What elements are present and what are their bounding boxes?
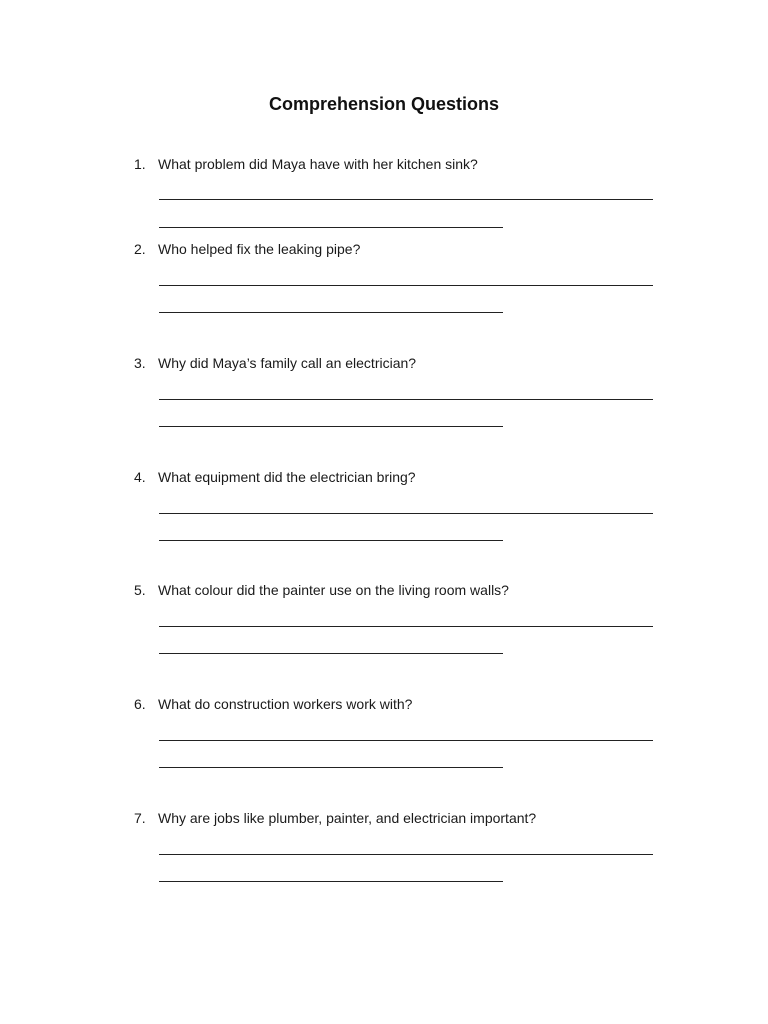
answer-line[interactable]: [159, 227, 503, 228]
question-number: 6.: [134, 696, 146, 712]
answer-line[interactable]: [159, 426, 503, 427]
question-number: 7.: [134, 810, 146, 826]
answer-line[interactable]: [159, 653, 503, 654]
question-text: Why are jobs like plumber, painter, and electrician important?: [158, 810, 537, 826]
answer-line[interactable]: [159, 312, 503, 313]
answer-line[interactable]: [159, 285, 653, 286]
answer-line[interactable]: [159, 767, 503, 768]
question-number: 5.: [134, 582, 146, 598]
question-text: Why did Maya’s family call an electrician?: [158, 355, 417, 371]
answer-line[interactable]: [159, 740, 653, 741]
question-text: What problem did Maya have with her kitchen sink?: [158, 156, 478, 172]
answer-line[interactable]: [159, 854, 653, 855]
question-number: 1.: [134, 156, 146, 172]
question-text: What do construction workers work with?: [158, 696, 413, 712]
question-text: What equipment did the electrician bring?: [158, 469, 416, 485]
answer-line[interactable]: [159, 881, 503, 882]
answer-line[interactable]: [159, 540, 503, 541]
question-text: What colour did the painter use on the living room walls?: [158, 582, 509, 598]
question-number: 2.: [134, 241, 146, 257]
question-number: 3.: [134, 355, 146, 371]
answer-line[interactable]: [159, 626, 653, 627]
question-number: 4.: [134, 469, 146, 485]
question-text: Who helped fix the leaking pipe?: [158, 241, 361, 257]
page-title: Comprehension Questions: [268, 94, 500, 114]
answer-line[interactable]: [159, 199, 653, 200]
answer-line[interactable]: [159, 513, 653, 514]
answer-line[interactable]: [159, 399, 653, 400]
